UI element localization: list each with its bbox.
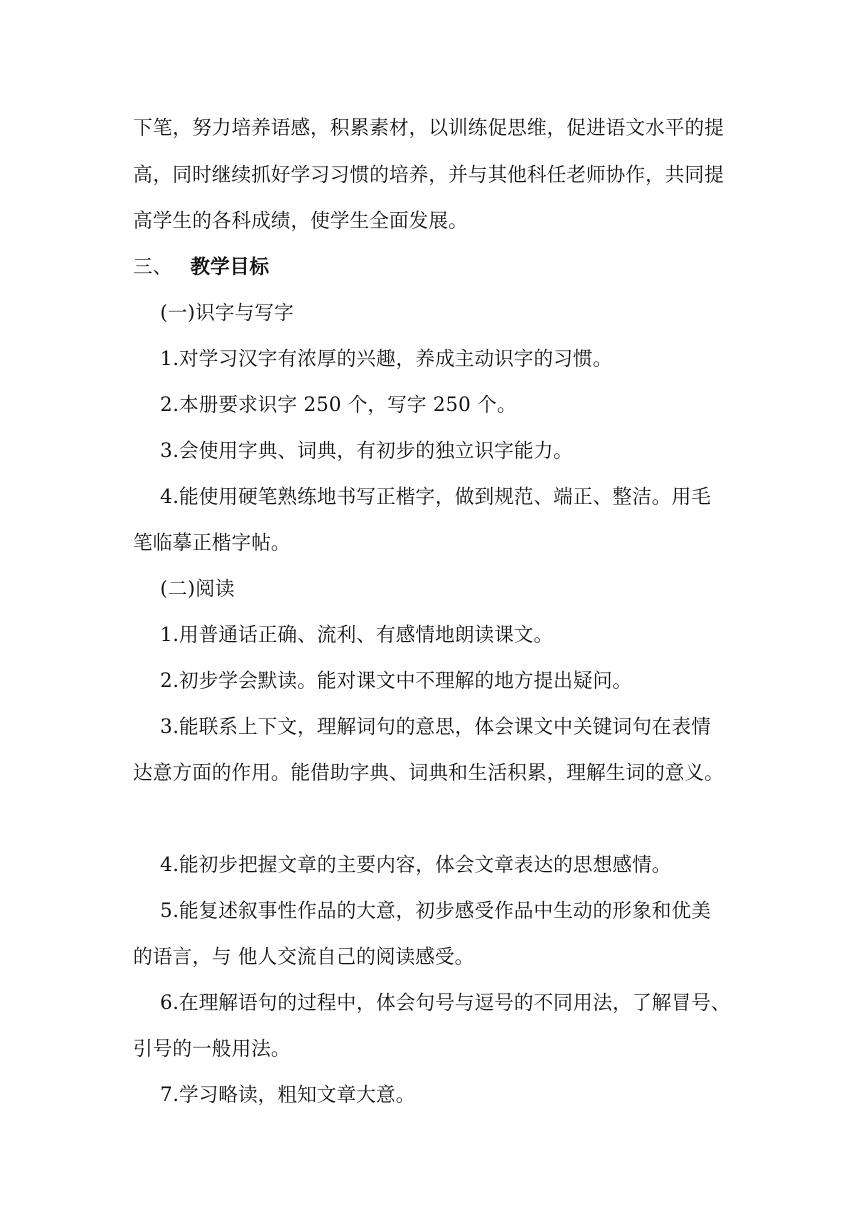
list-item: 4.能初步把握文章的主要内容，体会文章表达的思想感情。 xyxy=(160,853,672,876)
list-item: 1.用普通话正确、流利、有感情地朗读课文。 xyxy=(160,623,554,646)
list-item: 7.学习略读，粗知文章大意。 xyxy=(160,1083,416,1106)
list-item-continuation: 笔临摹正楷字帖。 xyxy=(133,531,291,554)
list-item: 5.能复述叙事性作品的大意，初步感受作品中生动的形象和优美 xyxy=(160,899,711,922)
paragraph-line-1: 下笔，努力培养语感，积累素材，以训练促思维，促进语文水平的提 xyxy=(133,116,725,139)
list-item-continuation: 引号的一般用法。 xyxy=(133,1037,291,1060)
subsection-title-literacy: (一)识字与写字 xyxy=(160,301,294,324)
list-item-continuation: 达意方面的作用。能借助字典、词典和生活积累，理解生词的意义。 xyxy=(133,761,725,784)
list-item: 2.本册要求识字 250 个，写字 250 个。 xyxy=(160,393,517,416)
list-item-continuation: 的语言，与 他人交流自己的阅读感受。 xyxy=(133,945,475,968)
paragraph-line-2: 高，同时继续抓好学习习惯的培养，并与其他科任老师协作，共同提 xyxy=(133,163,725,186)
list-item: 3.能联系上下文，理解词句的意思，体会课文中关键词句在表情 xyxy=(160,715,711,738)
list-item: 4.能使用硬笔熟练地书写正楷字，做到规范、端正、整洁。用毛 xyxy=(160,485,711,508)
list-item: 2.初步学会默读。能对课文中不理解的地方提出疑问。 xyxy=(160,669,633,692)
section-title: 教学目标 xyxy=(190,255,270,278)
list-item: 1.对学习汉字有浓厚的兴趣，养成主动识字的习惯。 xyxy=(160,347,613,370)
list-item: 6.在理解语句的过程中，体会句号与逗号的不同用法，了解冒号、 xyxy=(160,991,731,1014)
section-heading xyxy=(133,253,733,281)
section-number: 三、 xyxy=(133,255,173,278)
subsection-title-reading: (二)阅读 xyxy=(160,577,235,600)
paragraph-line-3: 高学生的各科成绩，使学生全面发展。 xyxy=(133,209,468,232)
list-item: 3.会使用字典、词典，有初步的独立识字能力。 xyxy=(160,439,574,462)
